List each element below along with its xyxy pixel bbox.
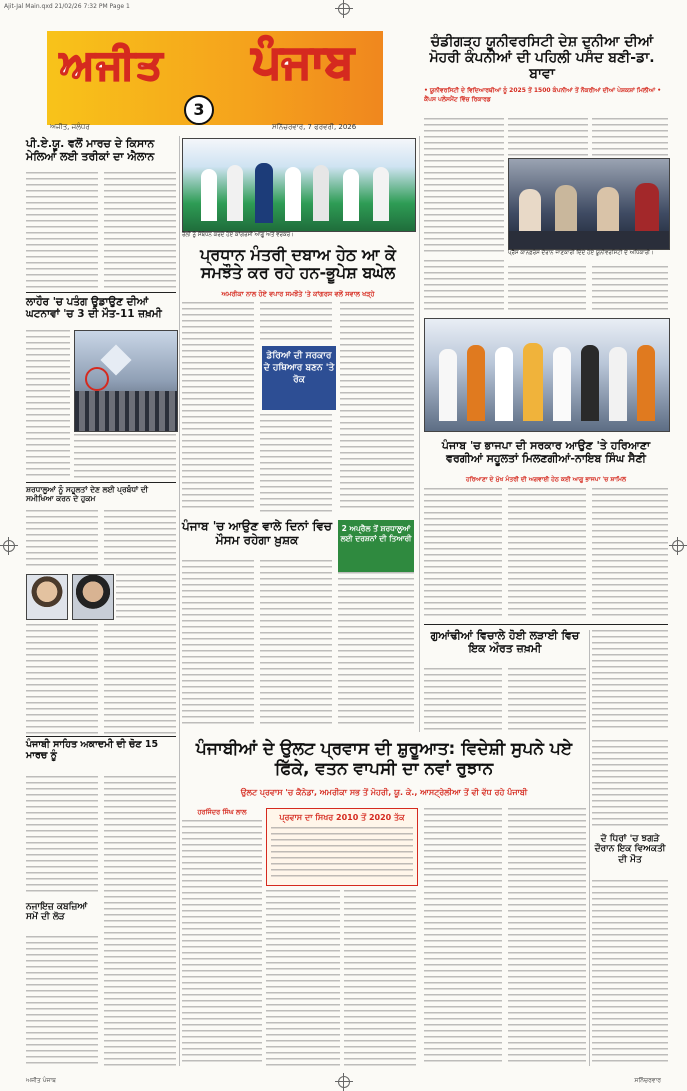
column-rule (179, 136, 180, 1066)
registration-mark-icon (338, 3, 350, 15)
naajaiz-body (26, 936, 98, 1066)
pau-headline: ਪੀ.ਏ.ਯੂ. ਵਲੋਂ ਮਾਰਚ ਦੇ ਕਿਸਾਨ ਮੇਲਿਆਂ ਲਈ ਤਰੀਕਾਂ ਦਾ ਐਲਾਨ (26, 137, 155, 163)
kites-body (26, 330, 70, 480)
baghel-headline: ਪ੍ਰਧਾਨ ਮੰਤਰੀ ਦਬਾਅ ਹੇਠ ਆ ਕੇ ਸਮਝੌਤੇ ਕਰ ਰਹੇ ਹਨ-ਭੂਪੇਸ਼ ਬਘੇਲ (200, 245, 396, 283)
pau-body (104, 172, 176, 290)
baghel-subhead: ਅਮਰੀਕਾ ਨਾਲ ਹੋਏ ਵਪਾਰ ਸਮਝੌਤੇ 'ਤੇ ਕਾਂਗਰਸ ਵਲੋਂ ਸਵਾਲ ਖੜ੍ਹੇ (221, 290, 375, 298)
bjp-body (592, 488, 668, 620)
print-slug-text: Ajit-Jal Main.qxd 21/02/26 7:32 PM Page 1 (4, 3, 130, 10)
tribunal-body (104, 510, 176, 570)
migration-info-box (266, 808, 418, 886)
rally-photo-caption: ਰੈਲੀ ਨੂੰ ਸੰਬੋਧਨ ਕਰਦੇ ਹੋਏ ਕਾਂਗਰਸੀ ਆਗੂ ਅਤੇ ਵਰਕਰ। (182, 232, 294, 238)
footer-left: ਅਜੀਤ ਪੰਜਾਬ (26, 1077, 56, 1084)
death-body (592, 880, 668, 1066)
baghel-body (182, 302, 254, 512)
divider (424, 624, 668, 625)
divider (26, 736, 176, 737)
naajaiz-headline: ਨਜਾਇਜ਼ ਕਬਜ਼ਿਆਂ ਸਮੇਂ ਦੀ ਲੋੜ (26, 902, 88, 923)
lead-story-body (592, 118, 668, 156)
registration-mark-icon (672, 540, 684, 552)
baghel-body (260, 302, 332, 342)
migration-box-title: ਪ੍ਰਵਾਸ ਦਾ ਸਿਖਰ 2010 ਤੋਂ 2020 ਤੱਕ (279, 813, 405, 822)
migration-body (344, 890, 416, 1066)
lead-story-body (508, 266, 586, 314)
migration-body (424, 808, 502, 1066)
divider (26, 292, 176, 293)
tribunal-body (116, 574, 176, 618)
baghel-body (340, 302, 414, 512)
lead-story-body (424, 260, 504, 314)
lead-story-photo (508, 158, 670, 250)
bjp-headline: ਪੰਜਾਬ 'ਚ ਭਾਜਪਾ ਦੀ ਸਰਕਾਰ ਆਉਣ 'ਤੇ ਹਰਿਆਣਾ ਵਰਗੀਆਂ ਸਹੂਲਤਾਂ ਮਿਲਣਗੀਆਂ-ਨਾਇਬ ਸਿੰਘ ਸੈਣੀ (441, 439, 651, 465)
kites-headline: ਲਾਹੌਰ 'ਚ ਪਤੰਗ ਉਡਾਉਣ ਦੀਆਂ ਘਟਨਾਵਾਂ 'ਚ 3 ਦੀ ਮੌਤ-11 ਜ਼ਖ਼ਮੀ (26, 296, 162, 321)
migration-body (508, 808, 586, 1066)
ad-box-title: ਡੇਰਿਆਂ ਦੀ ਸਰਕਾਰ ਦੇ ਹਥਿਆਰ ਬਣਨ 'ਤੇ ਰੋਕ (263, 351, 335, 385)
side-body (592, 630, 668, 732)
column-rule (419, 136, 420, 732)
migration-subhead: ਉਲਟ ਪ੍ਰਵਾਸ 'ਚ ਕੈਨੇਡਾ, ਅਮਰੀਕਾ ਸਭ ਤੋਂ ਮੋਹਰੀ, ਯੂ. ਕੇ., ਆਸਟ੍ਰੇਲੀਆ ਤੋਂ ਵੀ ਵੱਧ ਰਹੇ ਪੰਜਾਬੀ (240, 788, 528, 797)
page-footer (0, 1075, 687, 1089)
ad-box (262, 346, 336, 410)
lead-story-headline: ਚੰਡੀਗੜ੍ਹ ਯੂਨੀਵਰਸਿਟੀ ਦੇਸ਼ ਦੁਨੀਆ ਦੀਆਂ ਮੋਹਰੀ ਕੰਪਨੀਆਂ ਦੀ ਪਹਿਲੀ ਪਸੰਦ ਬਣੀ-ਡਾ. ਬਾਵਾ (429, 34, 655, 83)
migration-body (266, 890, 340, 1066)
masthead-title-right: ਪੰਜਾਬ (252, 34, 354, 88)
lead-story-body (592, 266, 668, 314)
bjp-rally-photo (424, 318, 670, 432)
registration-mark-icon (3, 540, 15, 552)
lead-story-body (508, 118, 588, 156)
bjp-subhead: ਹਰਿਆਣਾ ਦੇ ਮੁੱਖ ਮੰਤਰੀ ਦੀ ਅਗਵਾਈ ਹੇਠ ਕਈ ਆਗੂ ਭਾਜਪਾ 'ਚ ਸ਼ਾਮਿਲ (465, 476, 627, 483)
baghel-body (260, 414, 332, 512)
lead-story-photo-caption: ਪ੍ਰੈੱਸ ਕਾਨਫ਼ਰੰਸ ਦੌਰਾਨ ਜਾਣਕਾਰੀ ਦਿੰਦੇ ਹੋਏ ਯੂਨੀਵਰਸਿਟੀ ਦੇ ਅਧਿਕਾਰੀ। (508, 250, 654, 256)
kites-photo (74, 330, 178, 432)
death-headline: ਦੋ ਧਿਰਾਂ 'ਚ ਝਗੜੇ ਦੌਰਾਨ ਇਕ ਵਿਅਕਤੀ ਦੀ ਮੌਤ (594, 834, 666, 865)
kites-body (74, 434, 176, 480)
tribunal-body (26, 624, 98, 734)
divider (26, 482, 176, 483)
neighbours-body (508, 668, 586, 732)
sahit-body (26, 776, 98, 896)
pau-body (26, 172, 98, 290)
side-body (592, 740, 668, 828)
green-info-box (338, 520, 414, 572)
rally-photo (182, 138, 416, 232)
tribunal-body (104, 624, 176, 734)
column-rule (589, 630, 590, 1066)
sahit-body (104, 776, 176, 1066)
lead-story-subhead: • ਯੂਨੀਵਰਸਿਟੀ ਦੇ ਵਿਦਿਆਰਥੀਆਂ ਨੂੰ 2025 ਤੋਂ 1500 ਕੰਪਨੀਆਂ ਤੋਂ ਨੌਕਰੀਆਂ ਦੀਆਂ ਪੇਸ਼ਕਸ਼ਾਂ ਮਿਲੀਆਂ • ਕੈਂਪਸ ਪਲੇਸਮੈਂਟ ਵਿੱਚ ਰਿਕਾਰਡ (424, 87, 662, 103)
bjp-body (508, 488, 586, 620)
green-box-body (338, 572, 414, 728)
masthead-title-left: ਅਜੀਤ (60, 42, 165, 88)
sahit-headline: ਪੰਜਾਬੀ ਸਾਹਿਤ ਅਕਾਦਮੀ ਦੀ ਚੋਣ 15 ਮਾਰਚ ਨੂੰ (26, 739, 159, 761)
migration-headline: ਪੰਜਾਬੀਆਂ ਦੇ ਉਲਟ ਪ੍ਰਵਾਸ ਦੀ ਸ਼ੁਰੂਆਤ: ਵਿਦੇਸ਼ੀ ਸੁਪਨੇ ਪਏ ਫਿੱਕੇ, ਵਤਨ ਵਾਪਸੀ ਦਾ ਨਵਾਂ ਰੁਝਾਨ (195, 739, 573, 779)
tribunal-headline: ਸ਼ਰਧਾਲੂਆਂ ਨੂੰ ਸਹੂਲਤਾਂ ਦੇਣ ਲਈ ਪ੍ਰਬੰਧਾਂ ਦੀ ਸਮੀਖਿਆ ਕਰਨ ਦੇ ਹੁਕਮ (26, 485, 149, 503)
portrait-photo (26, 574, 68, 620)
weather-body (182, 560, 254, 728)
migration-box-body (271, 827, 413, 879)
migration-byline: ਹਰਜਿੰਦਰ ਸਿੰਘ ਲਾਲ (197, 808, 247, 816)
tribunal-body (26, 510, 98, 570)
lead-story-body (424, 118, 504, 256)
dateline-city: ਅਜੀਤ, ਜਲੰਧਰ (50, 123, 90, 131)
page-number-badge: 3 (184, 95, 214, 125)
dateline-date: ਸਨਿੱਚਰਵਾਰ, 7 ਫਰਵਰੀ, 2026 (272, 123, 357, 131)
weather-headline: ਪੰਜਾਬ 'ਚ ਆਉਣ ਵਾਲੇ ਦਿਨਾਂ ਵਿਚ ਮੌਸਮ ਰਹੇਗਾ ਖ਼ੁਸ਼ਕ (182, 519, 332, 547)
neighbours-headline: ਗੁਆਂਢੀਆਂ ਵਿਚਾਲੇ ਹੋਈ ਲੜਾਈ ਵਿਚ ਇਕ ਔਰਤ ਜ਼ਖ਼ਮੀ (430, 629, 580, 655)
weather-body (260, 560, 332, 728)
neighbours-body (424, 668, 502, 732)
portrait-photo (72, 574, 114, 620)
green-box-title: 2 ਅਪ੍ਰੈਲ ਤੋਂ ਸ਼ਰਧਾਲੂਆਂ ਲਈ ਦਰਸ਼ਨਾਂ ਦੀ ਤਿਆਰੀ (340, 524, 412, 543)
migration-body (182, 820, 262, 1066)
bjp-body (424, 488, 502, 620)
footer-right: ਸਨਿੱਚਰਵਾਰ (634, 1077, 661, 1084)
